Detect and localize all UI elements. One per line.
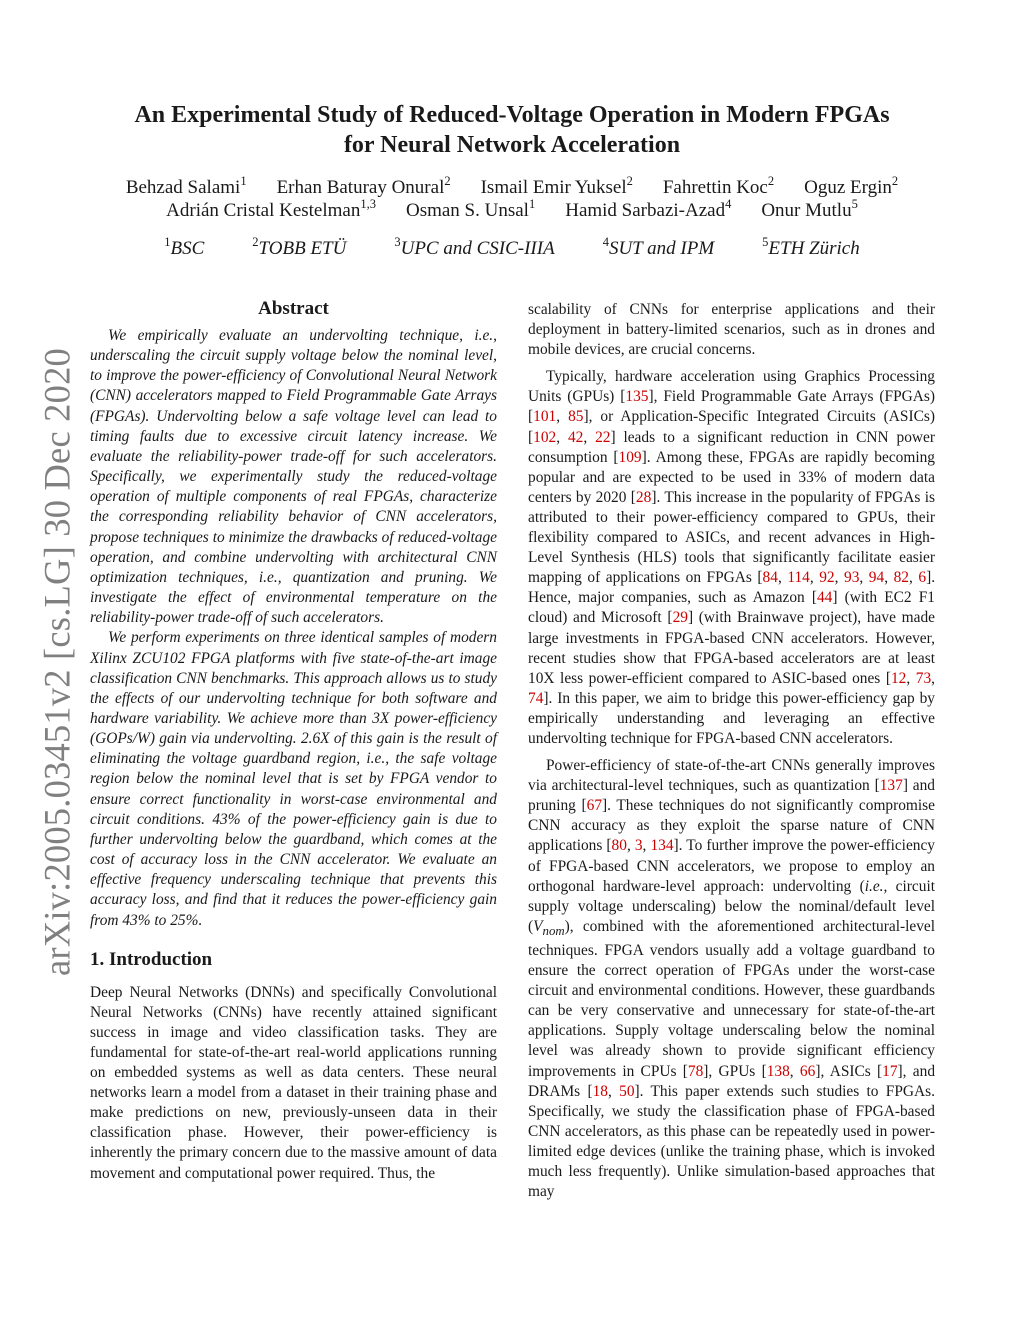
paper-title	[112, 100, 912, 160]
affiliation: $^3$UPC and CSIC-IIIA	[394, 234, 555, 259]
author: Erhan Baturay Onural$^2$	[276, 173, 451, 198]
abstract-heading: Abstract	[258, 298, 329, 319]
citation-link[interactable]: 138	[766, 1062, 790, 1080]
abstract-paragraph-2: We perform experiments on three identical samples of modern Xilinx ZCU102 FPGA platforms with five state-of-the-art image classification CNN benchmarks. This approach allows us to study the effects of our undervolting technique for both software and hardware variability. We achieve more than 3X power-efficiency (GOPs/W) gain via undervolting. 2.6X of this gain is the result of eliminating the voltage guardband region, i.e., the safe voltage region below the nominal level that is set by FPGA vendor to ensure correct functionality in worst-case environmental and circuit conditions. 43% of the power-efficiency gain is due to further undervolting below the guardband, which comes at the cost of accuracy loss in the CNN accelerator. We evaluate an effective frequency underscaling technique that prevents this accuracy loss, and find that it reduces the power-efficiency gain from 43% to 25%.	[90, 629, 497, 929]
citation-link[interactable]: 78	[687, 1062, 704, 1080]
citation-link[interactable]: 29	[672, 609, 688, 627]
author: Fahrettin Koc$^2$	[662, 173, 775, 198]
right-column-body	[528, 300, 935, 1202]
affiliation: $^2$TOBB ETÜ	[252, 234, 347, 259]
citation-link[interactable]: 22	[595, 428, 611, 446]
hardware-acceleration-paragraph: Typically, hardware acceleration using Graphics Processing Units (GPUs) [135], Field Programmable Gate Arrays (FPGAs) [101, 85], or Application-Specific Integrated Circuits (ASICs) [102, 42, 22] leads to a significant reduction in CNN power consumption [109]. Among these, FPGAs are rapidly becoming popular and are expected to be used in 33% of modern data centers by 2020 [28]. This increase in the popularity of FPGAs is attributed to their power-efficiency compared to GPUs, their flexibility compared to ASICs, and recent advances in High-Level Synthesis (HLS) tools that significantly facilitate easier mapping of applications on FPGAs [84, 114, 92, 93, 94, 82, 6]. Hence, major companies, such as Amazon [44] (with EC2 F1 cloud) and Microsoft [29] (with Brainwave project), have made large investments in FPGA-based CNN accelerators. However, recent studies show that FPGA-based accelerators are at least 10X less power-efficient compared to ASIC-based ones [12, 73, 74]. In this paper, we aim to bridge this power-efficiency gap by empirically understanding and leveraging an effective undervolting technique for FPGA-based CNN accelerators.	[528, 368, 936, 747]
citation-link[interactable]: 135	[625, 388, 649, 406]
citation-link[interactable]: 84	[762, 569, 778, 587]
continued-paragraph: scalability of CNNs for enterprise applications and their deployment in battery-limited scenarios, such as in drones and mobile devices, are crucial concerns.	[528, 301, 935, 359]
citation-link[interactable]: 94	[868, 569, 885, 587]
affiliation: $^1$BSC	[164, 234, 205, 259]
affiliation-list	[90, 234, 934, 260]
right-column	[528, 300, 935, 1202]
affiliation: $^5$ETH Zürich	[762, 234, 860, 259]
citation-link[interactable]: 28	[635, 488, 652, 506]
citation-link[interactable]: 80	[611, 837, 627, 855]
author-list	[90, 175, 934, 223]
author-row-1	[90, 175, 934, 200]
citation-link[interactable]: 74	[528, 689, 544, 707]
citation-link[interactable]: 42	[567, 428, 584, 446]
introduction-paragraph-1: Deep Neural Networks (DNNs) and specifically Convolutional Neural Networks (CNNs) have recently attained significant success in image and video classification tasks. They are fundamental for state-of-the-art real-world applications running on embedded systems as well as data centers. These neural networks learn a model from a dataset in their training phase and make predictions on new, previously-unseen data in their classification phase. However, their power-efficiency is inherently the primary concern due to the massive amount of data movement and computational power required. Thus, the	[90, 983, 497, 1182]
author: Hamid Sarbazi-Azad$^4$	[565, 196, 732, 221]
author: Osman S. Unsal$^1$	[405, 196, 536, 221]
citation-link[interactable]: 67	[586, 797, 603, 815]
citation-link[interactable]: 85	[568, 408, 584, 426]
title-line-2: for Neural Network Acceleration	[343, 132, 681, 158]
citation-link[interactable]: 101	[533, 408, 557, 426]
affiliation: $^4$SUT and IPM	[602, 234, 715, 259]
author: Adrián Cristal Kestelman$^{1,3}$	[166, 196, 376, 221]
citation-link[interactable]: 66	[799, 1062, 816, 1080]
citation-link[interactable]: 93	[844, 569, 860, 587]
citation-link[interactable]: 73	[915, 669, 932, 687]
author: Behzad Salami$^1$	[125, 173, 247, 198]
introduction-section	[90, 983, 497, 1184]
citation-link[interactable]: 109	[618, 448, 642, 466]
citation-link[interactable]: 18	[592, 1082, 608, 1100]
left-column	[90, 298, 497, 1184]
citation-link[interactable]: 3	[634, 837, 643, 855]
power-efficiency-paragraph: Power-efficiency of state-of-the-art CNNs generally improves via architectural-level techniques, such as quantization [137] and pruning [67]. These techniques do not significantly compromise CNN accuracy as they exploit the sparse nature of CNN applications [80, 3, 134]. To further improve the power-efficiency of FPGA-based CNN accelerators, we propose to employ an orthogonal hardware-level approach: undervolting (i.e., circuit supply voltage underscaling) below the nominal/default level $(V_{nom})$, combined with the aforementioned architectural-level techniques. FPGA vendors usually add a voltage guardband to ensure the correct operation of FPGAs under the worst-case circuit and environmental conditions. However, these guardbands can be very conservative and unnecessary for state-of-the-art applications. Supply voltage underscaling below the nominal level was already shown to provide significant efficiency improvements in CPUs [78], GPUs [138, 66], ASICs [17], and DRAMs [18, 50]. This paper extends such studies to FPGAs. Specifically, we study the classification phase of FPGA-based CNN accelerators, as this phase can be repeatedly used in power-limited edge devices (unlike the training phase, which is invoked much less frequently). Unlike simulation-based approaches that may	[528, 757, 936, 1201]
citation-link[interactable]: 102	[533, 428, 557, 446]
citation-link[interactable]: 50	[619, 1082, 635, 1100]
citation-link[interactable]: 12	[890, 669, 907, 687]
citation-link[interactable]: 17	[882, 1062, 898, 1080]
abstract-section	[90, 298, 497, 931]
citation-link[interactable]: 6	[918, 569, 927, 587]
citation-link[interactable]: 114	[787, 569, 810, 587]
citation-link[interactable]: 134	[650, 837, 674, 855]
title-line-1: An Experimental Study of Reduced-Voltage Operation in Modern FPGAs	[134, 102, 890, 128]
abstract-paragraph-1: We empirically evaluate an undervolting technique, i.e., underscaling the circuit supply voltage below the nominal level, to improve the power-efficiency of Convolutional Neural Network (CNN) accelerators mapped to Field Programmable Gate Arrays (FPGAs). Undervolting below a safe voltage level can lead to timing faults due to excessive circuit latency increase. We evaluate the reliability-power trade-off for such accelerators. Specifically, we experimentally study the reduced-voltage operation of multiple components of real FPGAs, characterize the corresponding reliability behavior of CNN accelerators, propose techniques to minimize the drawbacks of reduced-voltage operation, and combine undervolting with architectural CNN optimization techniques, i.e., quantization and pruning. We investigate the effect of environmental temperature on the reliability-power trade-off of such accelerators.	[90, 327, 497, 627]
ie-abbreviation: i.e.,	[864, 877, 888, 895]
author: Onur Mutlu$^5$	[761, 196, 858, 221]
citation-link[interactable]: 137	[879, 777, 903, 795]
citation-link[interactable]: 82	[893, 569, 909, 587]
citation-link[interactable]: 92	[819, 569, 835, 587]
arxiv-identifier-stamp: arXiv:2005.03451v2 [cs.LG] 30 Dec 2020	[36, 348, 78, 976]
author: Oguz Ergin$^2$	[804, 173, 899, 198]
author-row-2	[90, 198, 934, 223]
introduction-heading: 1. Introduction	[90, 948, 213, 970]
author: Ismail Emir Yuksel$^2$	[480, 173, 633, 198]
vnom-symbol: $V_{nom}$	[533, 917, 565, 938]
citation-link[interactable]: 44	[816, 589, 833, 607]
